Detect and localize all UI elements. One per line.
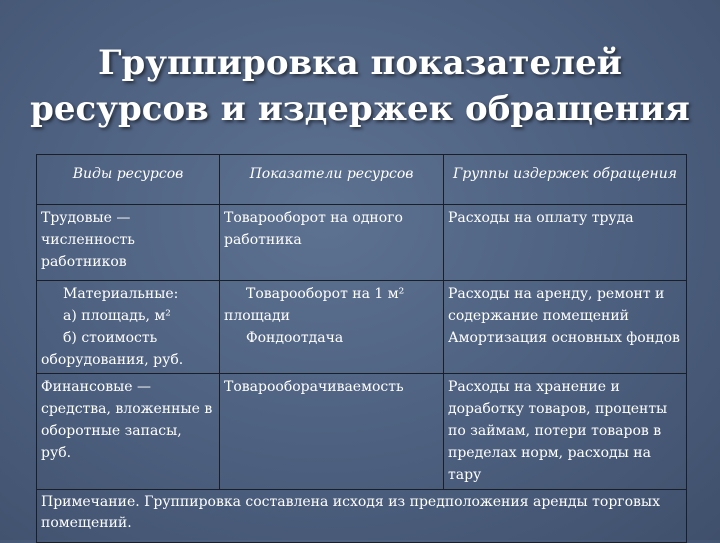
cell-text: Фондоотдача [246, 330, 344, 346]
cell-labor-indicators [220, 205, 444, 281]
cell-labor-resources [37, 205, 220, 281]
table-row [37, 374, 687, 490]
cell-labor-costs [444, 205, 687, 281]
cell-text: оборудования, руб. [41, 352, 184, 368]
resources-table [36, 154, 687, 543]
table-note-row [37, 490, 687, 543]
cell-financial-costs [444, 374, 687, 490]
cell-material-costs [444, 281, 687, 374]
table-row [37, 205, 687, 281]
cell-text: Товарооборачиваемость [224, 379, 404, 395]
table-header-row [37, 155, 687, 205]
cell-material-resources [37, 281, 220, 374]
header-cost-groups: Группы издержек обращения [444, 155, 687, 205]
cell-financial-resources [37, 374, 220, 490]
header-resource-indicators: Показатели ресурсов [220, 155, 444, 205]
slide-title [20, 40, 700, 132]
cell-text: Расходы на оплату труда [448, 210, 634, 226]
cell-text: Расходы на хранение и доработку товаров, проценты по займам, потери товаров в пределах норм, расходы на тару [448, 379, 668, 483]
cell-text: Расходы на аренду, ремонт и содержание помещений [448, 286, 665, 324]
cell-text: Товарооборот на 1 м² [246, 286, 405, 302]
cell-text: Финансовые — средства, вложенные в оборотные запасы, руб. [41, 379, 213, 461]
title-line-1: Группировка показателей [98, 43, 622, 83]
cell-text: а) площадь, м² [63, 308, 171, 324]
cell-text: Трудовые — численность работников [41, 210, 135, 270]
cell-text: Амортизация основных фондов [448, 330, 680, 346]
cell-text: площади [224, 308, 290, 324]
header-resource-types: Виды ресурсов [37, 155, 220, 205]
table-note: Примечание. Группировка составлена исходя из предположения аренды торговых помещений. [37, 490, 687, 543]
table-row [37, 281, 687, 374]
cell-material-indicators [220, 281, 444, 374]
title-line-2: ресурсов и издержек обращения [30, 89, 690, 129]
cell-text: б) стоимость [63, 330, 158, 346]
cell-text: Товарооборот на одного работника [224, 210, 403, 248]
cell-text: Материальные: [63, 286, 179, 302]
cell-financial-indicators [220, 374, 444, 490]
